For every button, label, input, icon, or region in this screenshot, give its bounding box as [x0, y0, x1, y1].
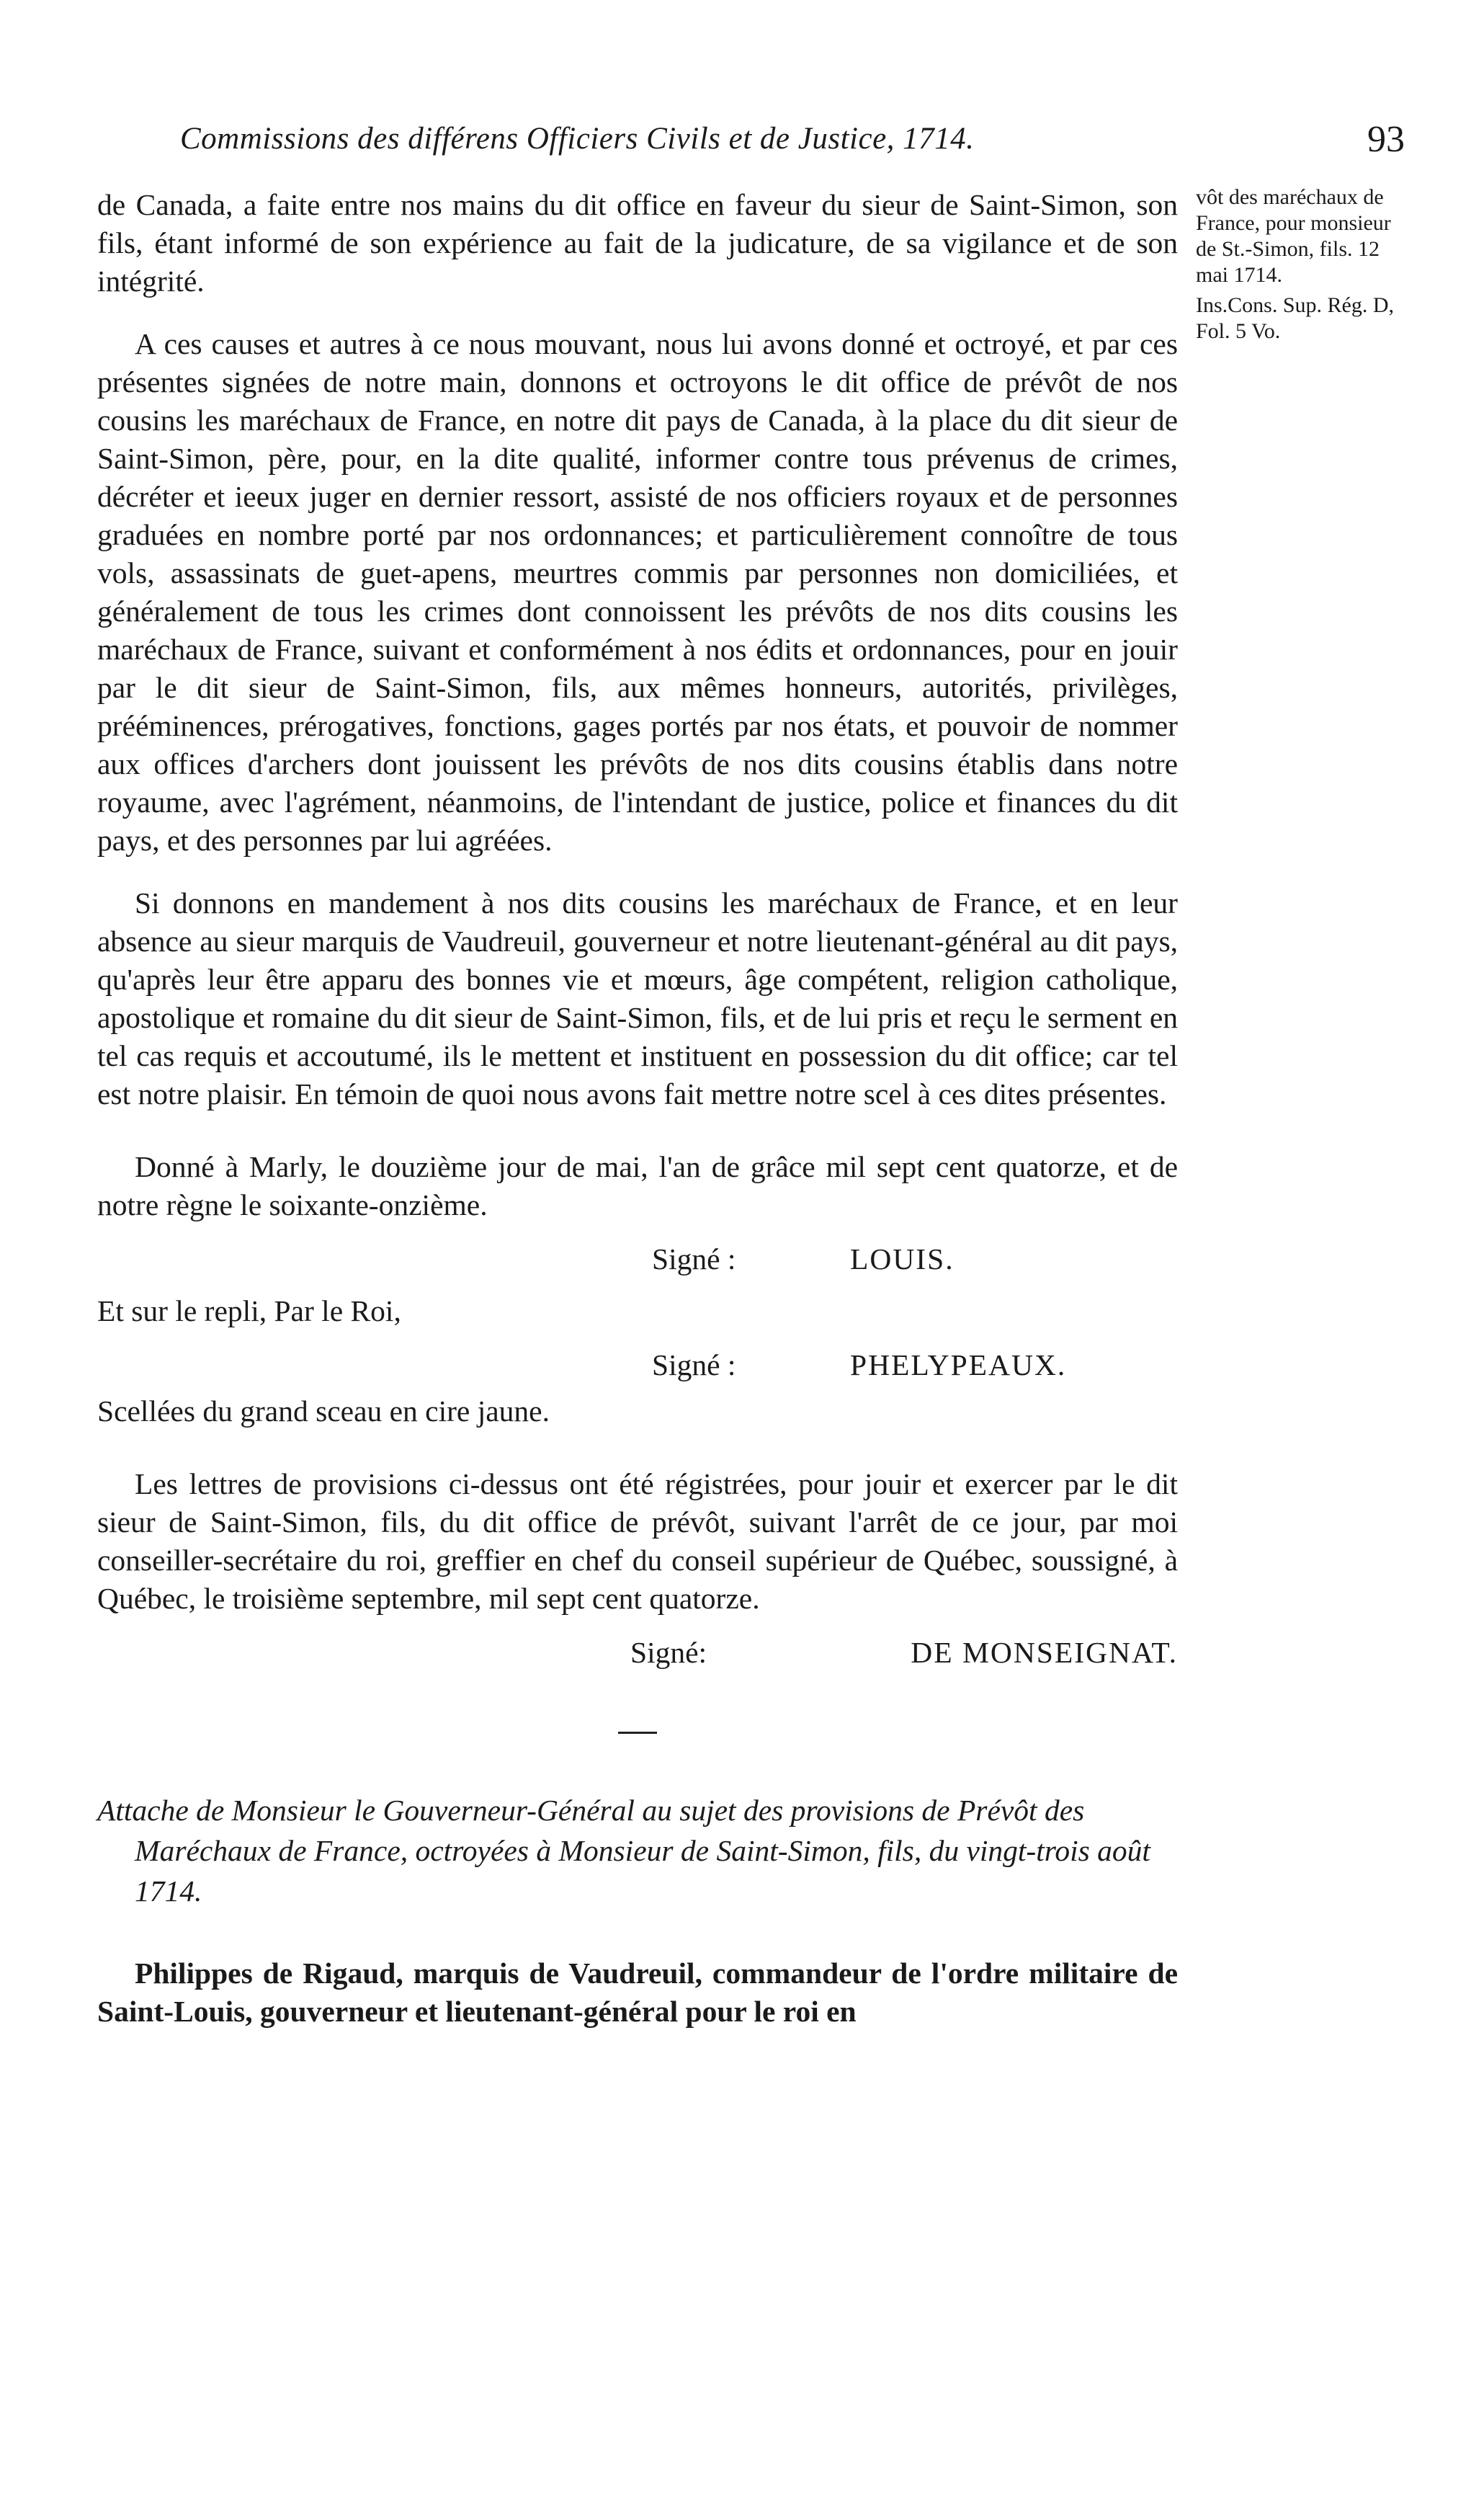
signature-label: Signé : — [652, 1242, 736, 1276]
signature-name: PHELYPEAUX. — [850, 1348, 1067, 1381]
signature-label: Signé : — [652, 1348, 736, 1381]
paragraph-4: Donné à Marly, le douzième jour de mai, l'an de grâce mil sept cent quatorze, et de notre règne le soixante-onzième. — [97, 1150, 1178, 1221]
repli-line: Et sur le repli, Par le Roi, — [97, 1294, 401, 1327]
section-heading: Attache de Monsieur le Gouverneur-Général au sujet des provisions de Prévôt des Maréchaux de France, octroyées à Monsieur de Saint-Simon, fils, du vingt-trois août 1714. — [97, 1794, 1150, 1908]
paragraph-1: de Canada, a faite entre nos mains du dit office en faveur du sieur de Saint-Simon, son fils, étant informé de son expérience au fait de la judicature, de sa vigilance et de son intégrité. — [97, 188, 1178, 298]
margin-note-reference: Ins.Cons. Sup. Rég. D, Fol. 5 Vo. — [1196, 293, 1395, 343]
paragraph-2: A ces causes et autres à ce nous mouvant, nous lui avons donné et octroyé, et par ces présentes signées de notre main, donnons et octroyons le dit office de prévôt de nos cousins les maréchaux de France, en notre dit pays de Canada, à la place du dit sieur de Saint-Simon, père, pour, en la dite qualité, informer contre tous prévenus de crimes, décréter et ieeux juger en dernier ressort, assisté de nos officiers royaux et de personnes graduées en nombre porté par nos ordonnances; et particulièrement connoître de tous vols, assassinats de guet-apens, meurtres commis par personnes non domiciliées, et généralement de tous les crimes dont connoissent les prévôts de nos dits cousins les maréchaux de France, suivant et conformément à nos édits et ordonnances, pour en jouir par le dit sieur de Saint-Simon, fils, aux mêmes honneurs, autorités, privilèges, prééminences, prérogatives, fonctions, gages portés par nos états, et pouvoir de nommer aux offices d'archers dont jouissent les prévôts de nos dits cousins établis dans notre royaume, avec l'agrément, néanmoins, de l'intendant de justice, police et finances du dit pays, et des personnes par lui agréées. — [97, 327, 1178, 857]
signature-monseignat — [97, 1634, 1178, 1675]
margin-note-text: vôt des maréchaux de France, pour monsieur de St.-Simon, fils. 12 mai 1714. — [1196, 185, 1391, 287]
main-text — [97, 186, 1178, 2031]
paragraph-6: Philippes de Rigaud, marquis de Vaudreuil, commandeur de l'ordre militaire de Saint-Louis, gouverneur et lieutenant-général pour le roi en — [97, 1957, 1178, 2028]
running-header — [180, 121, 1405, 164]
signature-name: LOUIS. — [850, 1242, 955, 1276]
paragraph-5: Les lettres de provisions ci-dessus ont été régistrées, pour jouir et exercer par le dit sieur de Saint-Simon, fils, du dit office de prévôt, suivant l'arrêt de ce jour, par moi conseiller-secrétaire du roi, greffier en chef du conseil supérieur de Québec, soussigné, à Québec, le troisième septembre, mil sept cent quatorze. — [97, 1467, 1178, 1615]
section-separator — [618, 1732, 657, 1734]
signature-name: DE MONSEIGNAT. — [911, 1636, 1178, 1669]
signature-phelypeaux — [97, 1346, 1178, 1388]
signature-label: Signé: — [630, 1636, 707, 1669]
signature-louis — [97, 1240, 1178, 1282]
seal-note: Scellées du grand sceau en cire jaune. — [97, 1394, 550, 1428]
page-number: 93 — [1367, 119, 1405, 160]
header-title: Commissions des différens Officiers Civils et de Justice, 1714. — [180, 122, 975, 156]
paragraph-3: Si donnons en mandement à nos dits cousins les maréchaux de France, et en leur absence au sieur marquis de Vaudreuil, gouverneur et notre lieutenant-général au dit pays, qu'après leur être apparu des bonnes vie et mœurs, âge compétent, religion catholique, apostolique et romaine du dit sieur de Saint-Simon, fils, et de lui pris et reçu le serment en tel cas requis et accoutumé, ils le mettent et instituent en possession du dit office; car tel est notre plaisir. En témoin de quoi nous avons fait mettre notre scel à ces dites présentes. — [97, 886, 1178, 1110]
margin-note — [1196, 184, 1405, 344]
